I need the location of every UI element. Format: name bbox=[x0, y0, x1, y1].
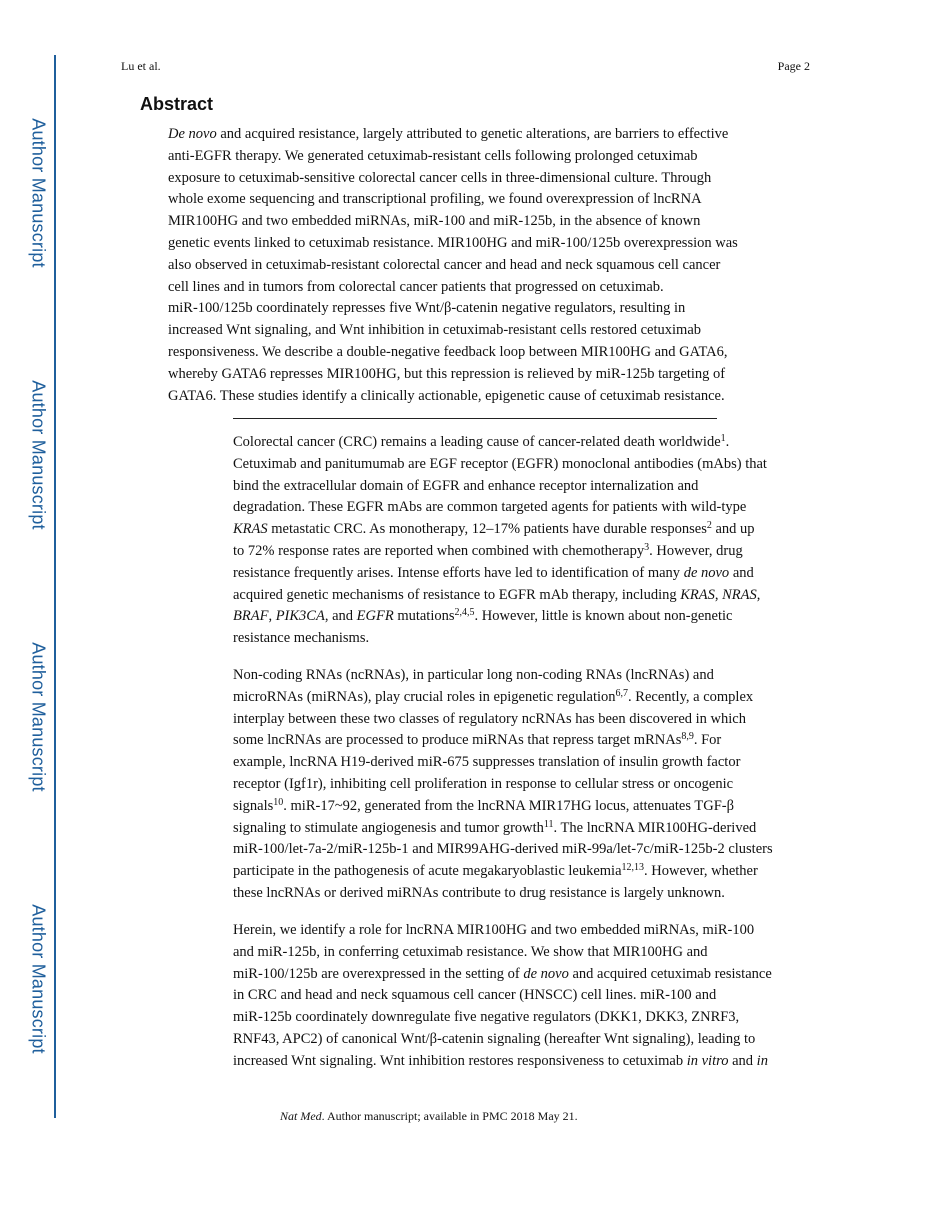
text-line: signaling to stimulate angiogenesis and tumor growth$^{11}$. The lncRNA MIR100HG-derived bbox=[233, 818, 757, 836]
text-line: miR-125b coordinately downregulate five negative regulators (DKK1, DKK3, ZNRF3, bbox=[233, 1009, 740, 1026]
text-line: miR-100/125b are overexpressed in the setting of de novo and acquired cetuximab resistance bbox=[233, 965, 772, 982]
text-line: acquired genetic mechanisms of resistance to EGFR mAb therapy, including KRAS, NRAS, bbox=[233, 586, 761, 603]
abstract-line: increased Wnt signaling, and Wnt inhibition in cetuximab-resistant cells restored cetuximab bbox=[168, 322, 702, 339]
abstract-line: cell lines and in tumors from colorectal cancer patients that progressed on cetuximab. bbox=[168, 278, 664, 295]
text-line: Cetuximab and panitumumab are EGF receptor (EGFR) monoclonal antibodies (mAbs) that bbox=[233, 455, 767, 472]
abstract-line: exposure to cetuximab-sensitive colorectal cancer cells in three-dimensional culture. Through bbox=[168, 169, 712, 186]
abstract-line: responsiveness. We describe a double-negative feedback loop between MIR100HG and GATA6, bbox=[168, 343, 728, 360]
text-line: in CRC and head and neck squamous cell cancer (HNSCC) cell lines. miR-100 and bbox=[233, 987, 717, 1004]
page-footer: Nat Med. Author manuscript; available in PMC 2018 May 21. bbox=[280, 1109, 578, 1123]
text-line: RNF43, APC2) of canonical Wnt/β-catenin signaling (hereafter Wnt signaling), leading to bbox=[233, 1030, 756, 1047]
text-line: and miR-125b, in conferring cetuximab resistance. We show that MIR100HG and bbox=[233, 943, 708, 960]
intro-paragraph-3 bbox=[233, 920, 823, 1073]
text-line: interplay between these two classes of regulatory ncRNAs has been discovered in which bbox=[233, 710, 746, 727]
text-line: KRAS metastatic CRC. As monotherapy, 12–17% patients have durable responses$^2$ and up bbox=[233, 520, 755, 538]
text-line: Non-coding RNAs (ncRNAs), in particular long non-coding RNAs (lncRNAs) and bbox=[233, 667, 714, 683]
abstract-line: MIR100HG and two embedded miRNAs, miR-100 and miR-125b, in the absence of known bbox=[168, 213, 701, 230]
abstract-body bbox=[168, 124, 788, 407]
text-line: these lncRNAs or derived miRNAs contribute to drug resistance is largely unknown. bbox=[233, 884, 725, 901]
abstract-line: whole exome sequencing and transcriptional profiling, we found overexpression of lncRNA bbox=[168, 191, 702, 208]
text-line: resistance frequently arises. Intense efforts have led to identification of many de novo and bbox=[233, 564, 754, 581]
text-line: Herein, we identify a role for lncRNA MIR100HG and two embedded miRNAs, miR-100 bbox=[233, 922, 755, 938]
text-line: BRAF, PIK3CA, and EGFR mutations$^{2,4,5}$. However, little is known about non-genetic bbox=[233, 607, 733, 625]
abstract-line: whereby GATA6 represses MIR100HG, but this repression is relieved by miR-125b targeting of bbox=[168, 365, 726, 382]
text-line: some lncRNAs are processed to produce miRNAs that repress target mRNAs$^{8,9}$. For bbox=[233, 731, 722, 749]
text-line: degradation. These EGFR mAbs are common targeted agents for patients with wild-type bbox=[233, 499, 747, 516]
text-line: bind the extracellular domain of EGFR and enhance receptor internalization and bbox=[233, 477, 699, 494]
running-head-author: Lu et al. bbox=[121, 59, 161, 73]
text-line: Colorectal cancer (CRC) remains a leading cause of cancer-related death worldwide$^1$. bbox=[233, 433, 730, 450]
abstract-line: De novo and acquired resistance, largely attributed to genetic alterations, are barriers to effective bbox=[168, 126, 729, 142]
abstract-line: genetic events linked to cetuximab resistance. MIR100HG and miR-100/125b overexpression was bbox=[168, 234, 738, 251]
text-line: signals$^{10}$. miR-17~92, generated from the lncRNA MIR17HG locus, attenuates TGF-β bbox=[233, 796, 734, 814]
text-line: increased Wnt signaling. Wnt inhibition restores responsiveness to cetuximab in vitro and in bbox=[233, 1052, 768, 1069]
page-number: Page 2 bbox=[777, 59, 810, 73]
intro-paragraph-1 bbox=[233, 432, 823, 650]
text-line: resistance mechanisms. bbox=[233, 630, 370, 647]
section-separator bbox=[233, 418, 717, 419]
text-line: example, lncRNA H19-derived miR-675 suppresses translation of insulin growth factor bbox=[233, 754, 741, 771]
text-line: receptor (Igf1r), inhibiting cell proliferation in response to cellular stress or oncogenic bbox=[233, 775, 734, 792]
sidebar-rule bbox=[54, 55, 56, 1118]
text-line: microRNAs (miRNAs), play crucial roles in epigenetic regulation$^{6,7}$. Recently, a complex bbox=[233, 687, 754, 705]
intro-paragraph-2 bbox=[233, 665, 823, 905]
abstract-line: GATA6. These studies identify a clinically actionable, epigenetic cause of cetuximab resistance. bbox=[168, 387, 725, 404]
text-line: to 72% response rates are reported when combined with chemotherapy$^3$. However, drug bbox=[233, 541, 743, 559]
text-line: miR-100/let-7a-2/miR-125b-1 and MIR99AHG-derived miR-99a/let-7c/miR-125b-2 clusters bbox=[233, 841, 773, 858]
abstract-line: anti-EGFR therapy. We generated cetuximab-resistant cells following prolonged cetuximab bbox=[168, 147, 698, 164]
text-line: participate in the pathogenesis of acute megakaryoblastic leukemia$^{12,13}$. However, whether bbox=[233, 862, 758, 880]
abstract-heading: Abstract bbox=[140, 94, 214, 114]
abstract-line: miR-100/125b coordinately represses five Wnt/β-catenin negative regulators, resulting in bbox=[168, 300, 686, 317]
abstract-line: also observed in cetuximab-resistant colorectal cancer and head and neck squamous cell cancer bbox=[168, 256, 721, 273]
